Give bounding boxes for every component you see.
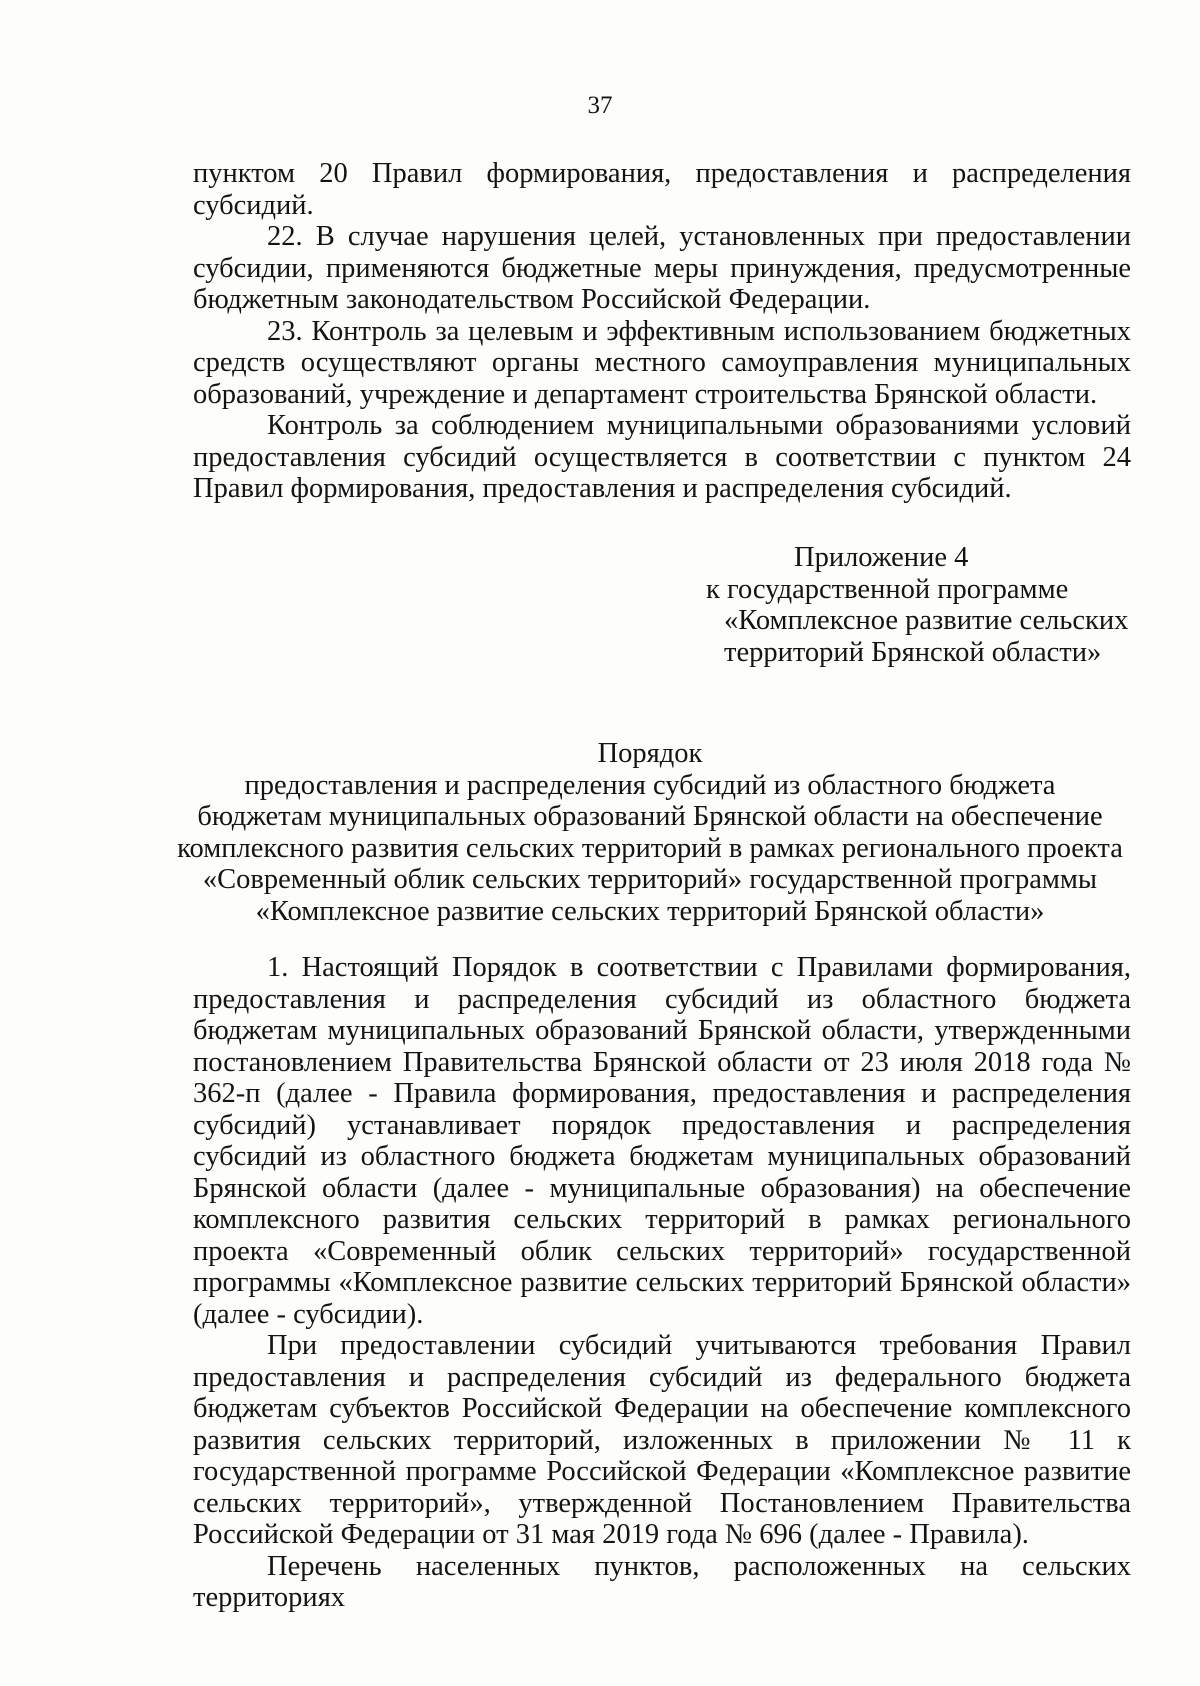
order-heading	[150, 738, 1150, 927]
appendix-line: территорий Брянской области»	[724, 636, 1102, 668]
appendix-header	[706, 542, 1146, 668]
top-text-block	[193, 158, 1131, 505]
order-subtitle-line: «Современный облик сельских территорий» государственной программы	[202, 864, 1098, 895]
paragraph-control: Контроль за соблюдением муниципальными образованиями условий предоставления субсидий осуществляется в соответствии с пунктом 24 Правил формирования, предоставления и распределения субсидий.	[193, 410, 1131, 504]
order-title: Порядок	[597, 738, 703, 769]
appendix-line: к государственной программе	[706, 573, 1069, 605]
order-subtitle-line: комплексного развития сельских территорий в рамках регионального проекта	[177, 832, 1123, 864]
page-number: 37	[587, 92, 613, 119]
appendix-title: Приложение 4	[794, 542, 969, 573]
paragraph-22: 22. В случае нарушения целей, установленных при предоставлении субсидии, применяются бюджетные меры принуждения, предусмотренные бюджетным законодательством Российской Федерации.	[193, 221, 1131, 315]
paragraph-continuation: пунктом 20 Правил формирования, предоставления и распределения субсидий.	[193, 158, 1131, 221]
order-subtitle-line: бюджетам муниципальных образований Брянской области на обеспечение	[197, 801, 1103, 832]
paragraph-1: 1. Настоящий Порядок в соответствии с Правилами формирования, предоставления и распределения субсидий из областного бюджета бюджетам муниципальных образований Брянской области, утвержденными постановлением Правительства Брянской области от 23 июля 2018 года № 362-п (далее - Правила формирования, предоставления и распределения субсидий) устанавливает порядок предоставления и распределения субсидий из областного бюджета бюджетам муниципальных образований Брянской области (далее - муниципальные образования) на обеспечение комплексного развития сельских территорий в рамках регионального проекта «Современный облик сельских территорий» государственной программы «Комплексное развитие сельских территорий Брянской области» (далее - субсидии).	[193, 952, 1131, 1330]
appendix-line: «Комплексное развитие сельских	[724, 605, 1129, 636]
paragraph-23: 23. Контроль за целевым и эффективным использованием бюджетных средств осуществляют органы местного самоуправления муниципальных образований, учреждение и департамент строительства Брянской области.	[193, 315, 1131, 410]
paragraph-settlements-list: Перечень населенных пунктов, расположенных на сельских территориях	[193, 1550, 1131, 1613]
order-subtitle-line: «Комплексное развитие сельских территорий Брянской области»	[255, 895, 1045, 927]
main-text-block	[193, 952, 1131, 1614]
order-subtitle-line: предоставления и распределения субсидий из областного бюджета	[244, 769, 1056, 801]
paragraph-requirements: При предоставлении субсидий учитываются требования Правил предоставления и распределения субсидий из федерального бюджета бюджетам субъектов Российской Федерации на обеспечение комплексного развития сельских территорий, изложенных в приложении № 11 к государственной программе Российской Федерации «Комплексное развитие сельских территорий», утвержденной Постановлением Правительства Российской Федерации от 31 мая 2019 года № 696 (далее - Правила).	[193, 1330, 1131, 1550]
